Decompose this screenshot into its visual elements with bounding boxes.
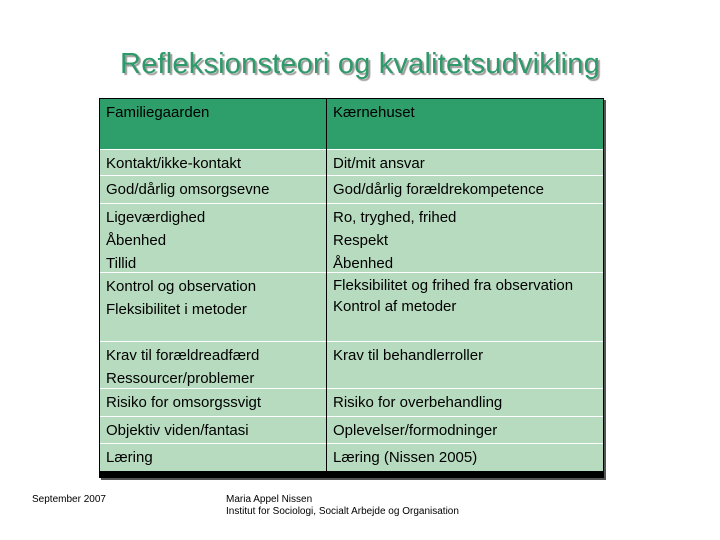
slide-title: Refleksionsteori og kvalitetsudvikling [120, 48, 600, 80]
table-cell: Fleksibilitet og frihed fra observation Kontrol af metoder [327, 273, 603, 342]
table-cell: God/dårlig omsorgsevne [100, 176, 326, 204]
table-cell: Risiko for overbehandling [327, 389, 603, 417]
table-cell: Læring (Nissen 2005) [327, 444, 603, 471]
footer-date: September 2007 [32, 494, 106, 505]
footer-author: Maria Appel Nissen Institut for Sociologi, Socialt Arbejde og Organisation [226, 494, 459, 517]
table-header-right: Kærnehuset [327, 99, 603, 150]
table-cell: Krav til forældreadfærd Ressourcer/problemer [100, 342, 326, 389]
table-header-left: Familiegaarden [100, 99, 326, 150]
table-cell: Krav til behandlerroller [327, 342, 603, 389]
table-cell: Ro, tryghed, frihed Respekt Åbenhed [327, 204, 603, 273]
table-cell: Objektiv viden/fantasi [100, 417, 326, 444]
table-cell: Ligeværdighed Åbenhed Tillid [100, 204, 326, 273]
table-cell: God/dårlig forældrekompetence [327, 176, 603, 204]
table-cell: Risiko for omsorgssvigt [100, 389, 326, 417]
table-cell: Oplevelser/formodninger [327, 417, 603, 444]
table-cell: Læring [100, 444, 326, 471]
table-cell: Kontakt/ikke-kontakt [100, 150, 326, 176]
table-cell: Dit/mit ansvar [327, 150, 603, 176]
table-cell: Kontrol og observation Fleksibilitet i metoder [100, 273, 326, 342]
comparison-table [99, 98, 604, 478]
